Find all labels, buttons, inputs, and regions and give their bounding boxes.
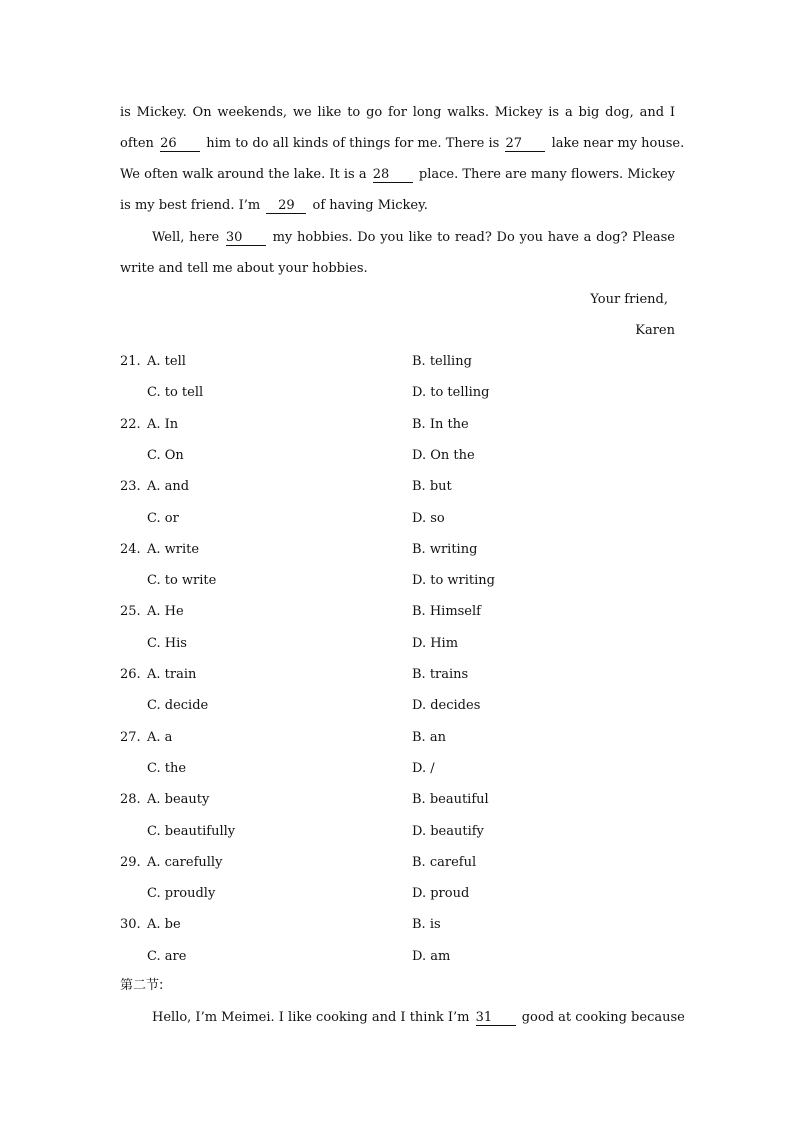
passage-line-5 xyxy=(120,228,675,248)
question-row xyxy=(120,915,675,935)
passage-text: is Mickey. On weekends, we like to go for long walks. Mickey is a big dog, and I xyxy=(120,105,675,120)
question-row xyxy=(120,665,675,685)
question-number: 30. xyxy=(120,917,141,932)
option-c: C. are xyxy=(147,949,187,964)
option-a: A. a xyxy=(147,730,173,745)
option-c: C. On xyxy=(147,448,184,463)
option-b: B. is xyxy=(412,917,441,932)
option-c: C. to write xyxy=(147,573,217,588)
option-d: D. to writing xyxy=(412,573,495,588)
question-row-options xyxy=(120,383,675,403)
passage-text: We often walk around the lake. It is a xyxy=(120,167,367,182)
option-b: B. but xyxy=(412,479,452,494)
option-c: C. decide xyxy=(147,698,209,713)
question-row-options xyxy=(120,947,675,967)
question-row-options xyxy=(120,759,675,779)
section-heading: 第二节: xyxy=(120,978,164,993)
blank-28: 28 xyxy=(373,167,413,183)
question-row-options xyxy=(120,696,675,716)
passage-text: lake near my house. xyxy=(551,136,685,151)
option-a: A. He xyxy=(147,604,184,619)
signature-text: Karen xyxy=(635,323,675,338)
letter-signature xyxy=(120,321,675,341)
question-row-options xyxy=(120,634,675,654)
passage-text: my hobbies. Do you like to read? Do you have a dog? Please xyxy=(272,230,675,245)
question-row xyxy=(120,853,675,873)
option-b: B. trains xyxy=(412,667,469,682)
passage-text: write and tell me about your hobbies. xyxy=(120,261,368,276)
passage-line-3 xyxy=(120,165,675,185)
question-number: 26. xyxy=(120,667,141,682)
option-d: D. proud xyxy=(412,886,470,901)
question-row xyxy=(120,477,675,497)
option-a: A. write xyxy=(147,542,200,557)
question-row xyxy=(120,790,675,810)
option-d: D. to telling xyxy=(412,385,490,400)
option-d: D. / xyxy=(412,761,435,776)
option-a: A. and xyxy=(147,479,190,494)
question-number: 21. xyxy=(120,354,141,369)
question-number: 24. xyxy=(120,542,141,557)
option-a: A. train xyxy=(147,667,197,682)
question-row xyxy=(120,728,675,748)
question-number: 29. xyxy=(120,855,141,870)
option-c: C. beautifully xyxy=(147,824,236,839)
option-c: C. the xyxy=(147,761,187,776)
option-b: B. beautiful xyxy=(412,792,489,807)
blank-27: 27 xyxy=(505,136,545,152)
passage-text: him to do all kinds of things for me. There is xyxy=(206,136,500,151)
question-row xyxy=(120,602,675,622)
passage-text: Hello, I’m Meimei. I like cooking and I think I’m xyxy=(152,1010,470,1025)
question-row-options xyxy=(120,884,675,904)
question-number: 27. xyxy=(120,730,141,745)
passage-text: of having Mickey. xyxy=(312,198,428,213)
option-d: D. am xyxy=(412,949,451,964)
question-number: 25. xyxy=(120,604,141,619)
option-a: A. be xyxy=(147,917,181,932)
blank-29: 29 xyxy=(266,198,306,214)
option-a: A. tell xyxy=(147,354,186,369)
option-b: B. In the xyxy=(412,417,469,432)
question-number: 28. xyxy=(120,792,141,807)
blank-30: 30 xyxy=(226,230,266,246)
option-d: D. On the xyxy=(412,448,475,463)
option-a: A. In xyxy=(147,417,179,432)
option-a: A. beauty xyxy=(147,792,210,807)
option-b: B. telling xyxy=(412,354,472,369)
option-c: C. to tell xyxy=(147,385,204,400)
passage-text: often xyxy=(120,136,154,151)
passage-text: is my best friend. I’m xyxy=(120,198,261,213)
option-b: B. careful xyxy=(412,855,477,870)
option-d: D. Him xyxy=(412,636,459,651)
option-a: A. carefully xyxy=(147,855,223,870)
question-row-options xyxy=(120,509,675,529)
option-b: B. writing xyxy=(412,542,478,557)
option-b: B. an xyxy=(412,730,446,745)
passage-line-2 xyxy=(120,134,685,154)
question-row-options xyxy=(120,446,675,466)
question-row xyxy=(120,352,675,372)
blank-31: 31 xyxy=(476,1010,516,1026)
option-d: D. decides xyxy=(412,698,481,713)
passage-line-1 xyxy=(120,103,675,123)
passage-line-6 xyxy=(120,259,675,279)
option-b: B. Himself xyxy=(412,604,481,619)
option-c: C. His xyxy=(147,636,187,651)
passage-text: Well, here xyxy=(152,230,220,245)
question-number: 22. xyxy=(120,417,141,432)
passage-text: place. There are many flowers. Mickey xyxy=(418,167,675,182)
question-number: 23. xyxy=(120,479,141,494)
blank-26: 26 xyxy=(160,136,200,152)
question-row xyxy=(120,415,675,435)
passage-text: good at cooking because xyxy=(521,1010,685,1025)
question-row xyxy=(120,540,675,560)
option-d: D. beautify xyxy=(412,824,484,839)
passage-line-4 xyxy=(120,196,675,216)
question-row-options xyxy=(120,822,675,842)
option-c: C. or xyxy=(147,511,179,526)
question-row-options xyxy=(120,571,675,591)
letter-closing xyxy=(120,290,668,310)
section2-line-1 xyxy=(120,1008,685,1028)
closing-text: Your friend, xyxy=(590,292,668,307)
option-d: D. so xyxy=(412,511,445,526)
option-c: C. proudly xyxy=(147,886,216,901)
